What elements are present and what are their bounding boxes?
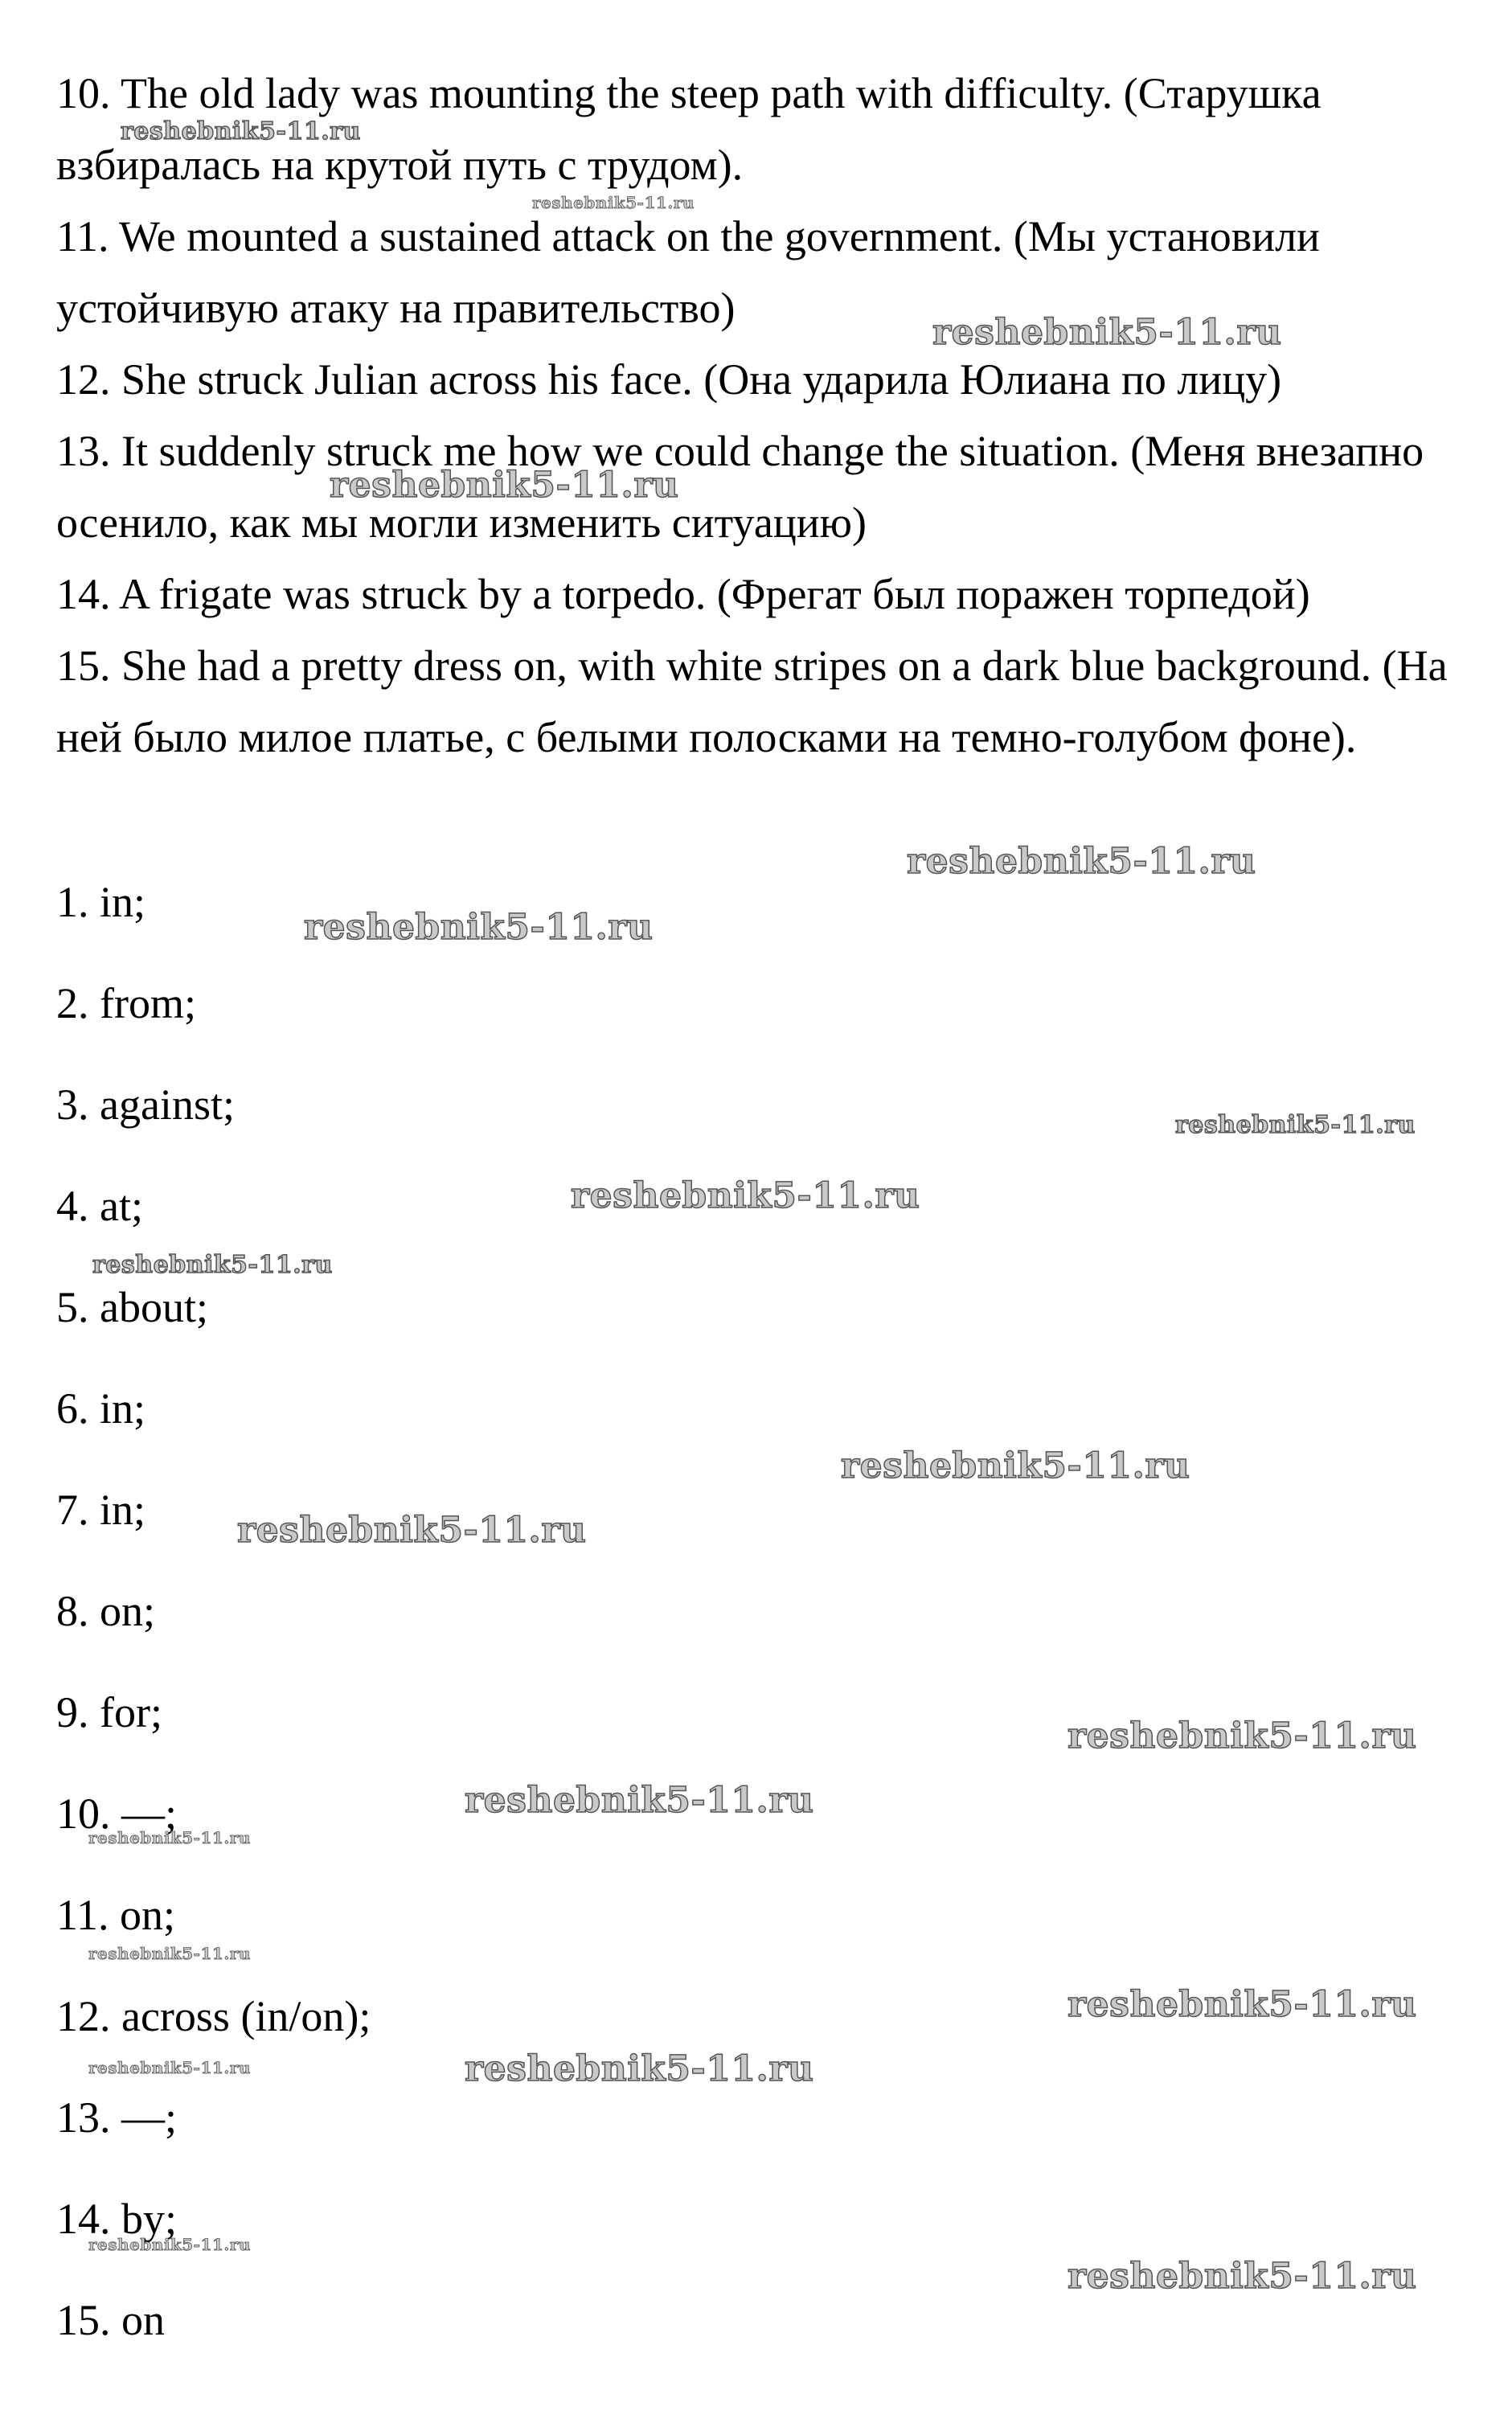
- watermark: reshebnik5-11.ru: [121, 117, 361, 146]
- example-sentence: 11. We mounted a sustained attack on the government. (Мы установили устойчивую атаку на правительство): [56, 212, 1320, 332]
- answer-item: 1. in;: [56, 878, 146, 926]
- answer-item: 11. on;: [56, 1891, 175, 1939]
- watermark: reshebnik5-11.ru: [1175, 1111, 1416, 1139]
- answer-item: 2. from;: [56, 979, 196, 1027]
- watermark: reshebnik5-11.ru: [88, 1828, 251, 1847]
- answer-item: 5. about;: [56, 1283, 208, 1331]
- watermark: reshebnik5-11.ru: [571, 1175, 920, 1216]
- example-sentence: 13. It suddenly struck me how we could change the situation. (Меня внезапно осенило, как мы могли изменить ситуацию): [56, 427, 1424, 547]
- watermark: reshebnik5-11.ru: [465, 1780, 814, 1821]
- watermark: reshebnik5-11.ru: [88, 2235, 251, 2254]
- watermark: reshebnik5-11.ru: [532, 193, 695, 212]
- example-sentences-list: [56, 58, 1471, 773]
- answer-item: 12. across (in/on);: [56, 1992, 371, 2040]
- answer-item: 14. by;: [56, 2195, 178, 2243]
- watermark: reshebnik5-11.ru: [88, 1944, 251, 1963]
- answer-item: 10. —;: [56, 1790, 178, 1838]
- example-sentence: 15. She had a pretty dress on, with white stripes on a dark blue background. (На ней было милое платье, с белыми полосками на темно-голубом фоне).: [56, 642, 1448, 761]
- watermark: reshebnik5-11.ru: [465, 2048, 814, 2089]
- watermark: reshebnik5-11.ru: [92, 1251, 333, 1279]
- answer-item: 8. on;: [56, 1587, 156, 1635]
- watermark: reshebnik5-11.ru: [841, 1445, 1190, 1486]
- example-sentence: 14. A frigate was struck by a torpedo. (Фрегат был поражен торпедой): [56, 570, 1310, 618]
- watermark: reshebnik5-11.ru: [1067, 1716, 1417, 1757]
- answer-item: 6. in;: [56, 1384, 146, 1433]
- watermark: reshebnik5-11.ru: [237, 1510, 587, 1551]
- example-sentence: 10. The old lady was mounting the steep path with difficulty. (Старушка взбиралась на крутой путь с трудом).: [56, 69, 1321, 189]
- watermark: reshebnik5-11.ru: [330, 465, 679, 506]
- answer-item: 3. against;: [56, 1080, 235, 1129]
- answer-item: 9. for;: [56, 1688, 162, 1736]
- answers-list: [56, 878, 371, 2397]
- watermark: reshebnik5-11.ru: [88, 2058, 251, 2077]
- example-sentence: 12. She struck Julian across his face. (Она ударила Юлиана по лицу): [56, 355, 1282, 404]
- answer-item: 4. at;: [56, 1182, 143, 1230]
- answer-item: 7. in;: [56, 1486, 146, 1534]
- watermark: reshebnik5-11.ru: [304, 907, 654, 948]
- answer-item: 15. on: [56, 2296, 165, 2344]
- answer-item: 13. —;: [56, 2093, 178, 2142]
- watermark: reshebnik5-11.ru: [932, 312, 1282, 353]
- watermark: reshebnik5-11.ru: [1067, 2256, 1417, 2297]
- watermark: reshebnik5-11.ru: [1067, 1984, 1417, 2025]
- watermark: reshebnik5-11.ru: [907, 841, 1256, 882]
